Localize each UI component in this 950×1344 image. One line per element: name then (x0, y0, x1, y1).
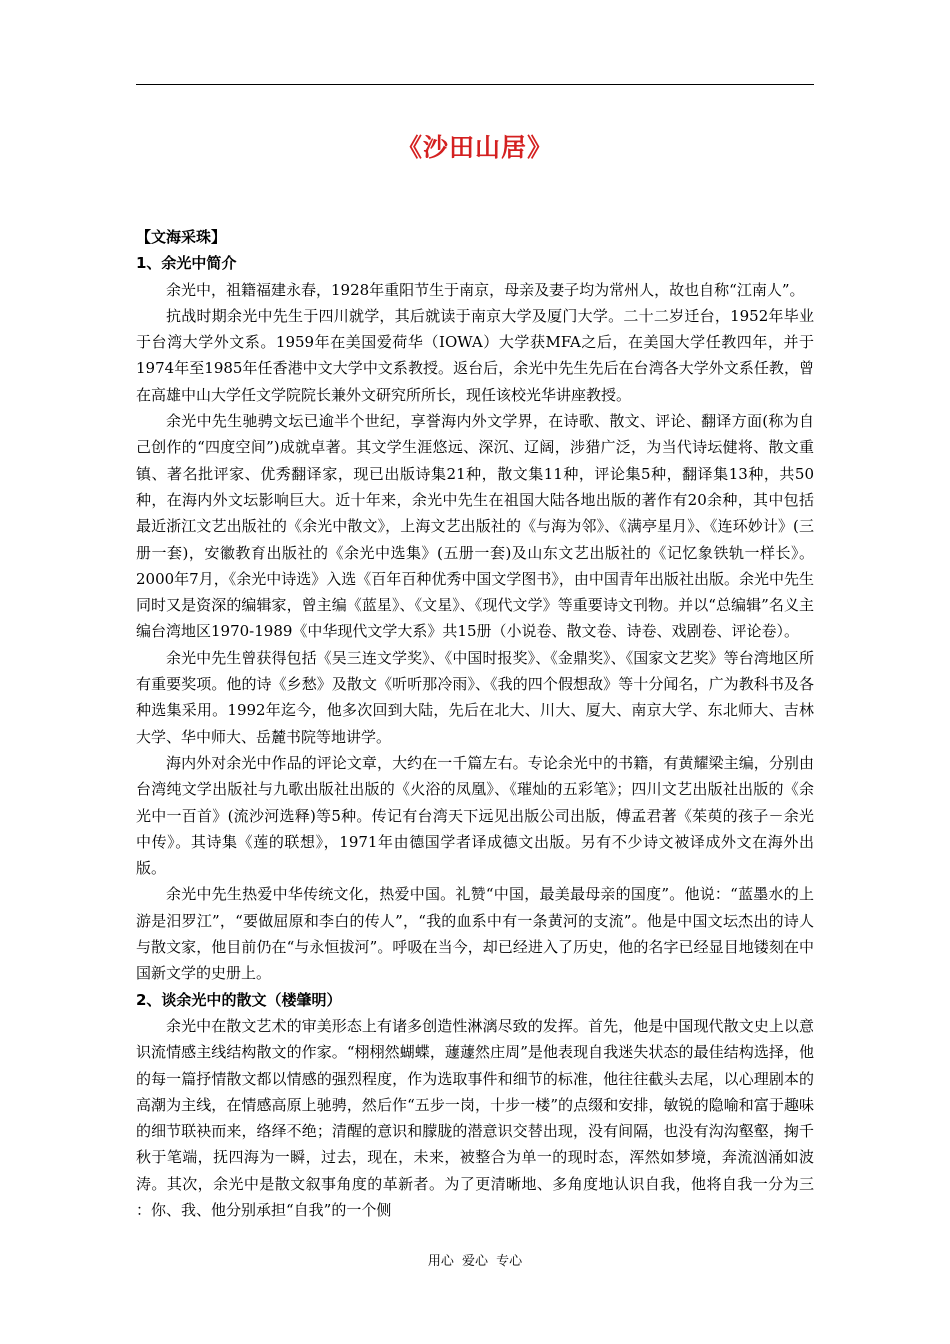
paragraph: 余光中先生曾获得包括《吴三连文学奖》、《中国时报奖》、《金鼎奖》、《国家文艺奖》等台湾地区所有重要奖项。他的诗《乡愁》及散文《听听那冷雨》、《我的四个假想敌》等十分闻名，广为教科书及各种选集采用。1992年迄今，他多次回到大陆，先后在北大、川大、厦大、南京大学、东北师大、吉林大学、华中师大、岳麓书院等地讲学。 (136, 648, 814, 746)
paragraph: 余光中先生驰骋文坛已逾半个世纪，享誉海内外文学界，在诗歌、散文、评论、翻译方面(称为自己创作的“四度空间”)成就卓著。其文学生涯悠远、深沉、辽阔，涉猎广泛，为当代诗坛健将、散文重镇、著名批评家、优秀翻译家，现已出版诗集21种，散文集11种，评论集5种，翻译集13种，共50种，在海内外文坛影响巨大。近十年来，余光中先生在祖国大陆各地出版的著作有20余种，其中包括最近浙江文艺出版社的《余光中散文》，上海文艺出版社的《与海为邻》、《满亭星月》、《连环妙计》(三册一套)，安徽教育出版社的《余光中选集》(五册一套)及山东文艺出版社的《记忆象铁轨一样长》。2000年7月，《余光中诗选》入选《百年百种优秀中国文学图书》，由中国青年出版社出版。余光中先生同时又是资深的编辑家，曾主编《蓝星》、《文星》、《现代文学》等重要诗文刊物。并以“总编辑”名义主编台湾地区1970-1989《中华现代文学大系》共15册（小说卷、散文卷、诗卷、戏剧卷、评论卷）。 (136, 412, 814, 641)
section-heading: 1、余光中简介 (136, 254, 237, 273)
page-footer: 用心 爱心 专心 (427, 1254, 523, 1269)
paragraph: 抗战时期余光中先生于四川就学，其后就读于南京大学及厦门大学。二十二岁迁台，1952年毕业于台湾大学外文系。1959年在美国爱荷华（IOWA）大学获MFA之后，在美国大学任教四年，并于1974年至1985年任香港中文大学中文系教授。返台后，余光中先生先后在台湾各大学外文系任教，曾在高雄中山大学任文学院院长兼外文研究所所长，现任该校光华讲座教授。 (136, 306, 814, 404)
paragraph: 余光中，祖籍福建永春，1928年重阳节生于南京，母亲及妻子均为常州人，故也自称“江南人”。 (166, 280, 805, 299)
document-body (136, 224, 814, 1223)
document-title: 《沙田山居》 (396, 133, 553, 162)
section-label: 【文海采珠】 (136, 228, 227, 246)
section-heading: 2、谈余光中的散文（楼肇明） (136, 990, 342, 1009)
paragraph: 海内外对余光中作品的评论文章，大约在一千篇左右。专论余光中的书籍，有黄耀梁主编，分别由台湾纯文学出版社与九歌出版社出版的《火浴的凤凰》、《璀灿的五彩笔》；四川文艺出版社出版的《余光中一百首》(流沙河选释)等5种。传记有台湾天下远见出版公司出版，傅孟君著《茱萸的孩子－余光中传》。其诗集《莲的联想》，1971年由德国学者译成德文出版。另有不少诗文被译成外文在海外出版。 (136, 753, 814, 878)
paragraph: 余光中先生热爱中华传统文化，热爱中国。礼赞“中国，最美最母亲的国度”。他说：“蓝墨水的上游是汨罗江”，“要做屈原和李白的传人”，“我的血系中有一条黄河的支流”。他是中国文坛杰出的诗人与散文家，他目前仍在“与永恒拔河”。呼吸在当今，却已经进入了历史，他的名字已经显目地镂刻在中国新文学的史册上。 (136, 885, 814, 983)
header-rule (136, 84, 814, 85)
paragraph: 余光中在散文艺术的审美形态上有诸多创造性淋漓尽致的发挥。首先，他是中国现代散文史上以意识流情感主线结构散文的作家。“栩栩然蝴蝶，蘧蘧然庄周”是他表现自我迷失状态的最佳结构选择，他的每一篇抒情散文都以情感的强烈程度，作为选取事件和细节的标准，他往往截头去尾，以心理剧本的高潮为主线，在情感高原上驰骋，然后作“五步一岗，十步一楼”的点缀和安排，敏锐的隐喻和富于趣味的细节联袂而来，络绎不绝；清醒的意识和朦胧的潜意识交替出现，没有间隔，也没有沟沟壑壑，掬千秋于笔端，抚四海为一瞬，过去，现在，未来，被整合为单一的现时态，浑然如梦境，奔流汹涌如波涛。其次，余光中是散文叙事角度的革新者。为了更清晰地、多角度地认识自我，他将自我一分为三 ：你、我、他分别承担“自我”的一个侧 (136, 1016, 814, 1219)
